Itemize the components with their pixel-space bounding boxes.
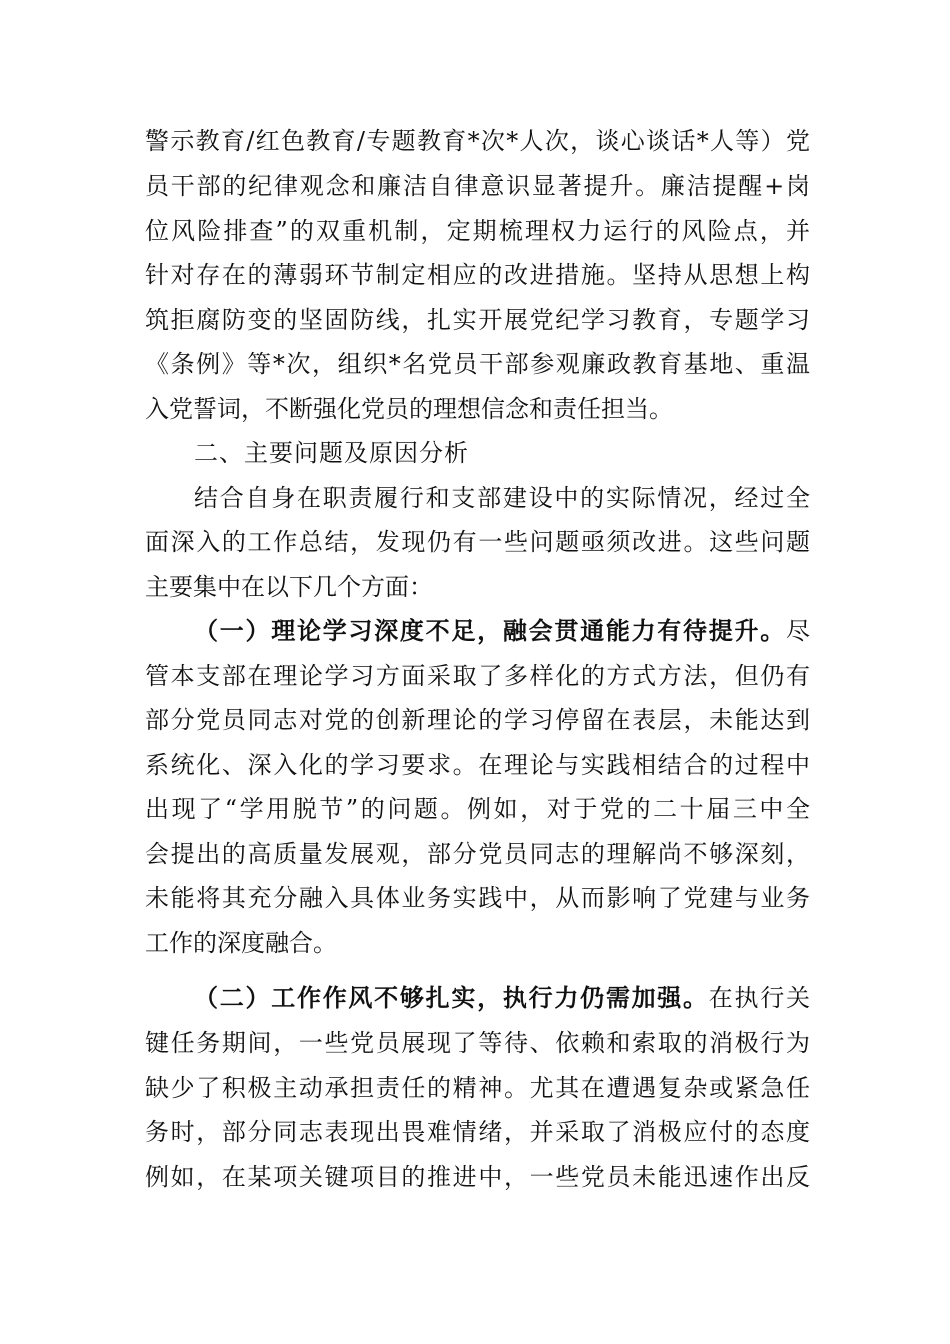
subsection-title: （一）理论学习深度不足，融会贯通能力有待提升。 [194, 616, 786, 645]
subsection-text: 在执行关 [708, 984, 810, 1012]
paragraph-line: 出现了“学用脱节”的问题。例如，对于党的二十届三中全 [145, 795, 810, 823]
paragraph-line: 会提出的高质量发展观，部分党员同志的理解尚不够深刻， [145, 840, 810, 868]
subsection-text: 尽 [786, 617, 810, 645]
paragraph-line: 结合自身在职责履行和支部建设中的实际情况，经过全 [194, 484, 810, 512]
paragraph-line: 未能将其充分融入具体业务实践中，从而影响了党建与业务 [145, 884, 810, 912]
paragraph-line: 键任务期间，一些党员展现了等待、依赖和索取的消极行为 [145, 1029, 810, 1057]
paragraph-line: 入党誓词，不断强化党员的理想信念和责任担当。 [145, 395, 673, 423]
paragraph-line: 主要集中在以下几个方面： [145, 573, 433, 601]
paragraph-line: 管本支部在理论学习方面采取了多样化的方式方法，但仍有 [145, 662, 810, 690]
paragraph-line: 系统化、深入化的学习要求。在理论与实践相结合的过程中 [145, 751, 810, 779]
paragraph-line: 针对存在的薄弱环节制定相应的改进措施。坚持从思想上构 [145, 261, 810, 289]
subsection-title: （二）工作作风不够扎实，执行力仍需加强。 [194, 983, 709, 1012]
paragraph-line: 筑拒腐防变的坚固防线，扎实开展党纪学习教育，专题学习 [145, 306, 810, 334]
paragraph-line: 警示教育/红色教育/专题教育*次*人次，谈心谈话*人等）党 [145, 127, 810, 155]
paragraph-line: 员干部的纪律观念和廉洁自律意识显著提升。廉洁提醒+岗 [145, 172, 810, 200]
paragraph-line: 面深入的工作总结，发现仍有一些问题亟须改进。这些问题 [145, 528, 810, 556]
paragraph-line: 例如，在某项关键项目的推进中，一些党员未能迅速作出反 [145, 1163, 810, 1191]
paragraph-line: 务时，部分同志表现出畏难情绪，并采取了消极应付的态度 [145, 1118, 810, 1146]
paragraph-line: 缺少了积极主动承担责任的精神。尤其在遭遇复杂或紧急任 [145, 1074, 810, 1102]
paragraph-line: 工作的深度融合。 [145, 929, 337, 957]
subsection-first-line [194, 976, 810, 1020]
subsection-first-line [194, 609, 810, 653]
paragraph-line: 部分党员同志对党的创新理论的学习停留在表层，未能达到 [145, 706, 810, 734]
section-heading: 二、主要问题及原因分析 [194, 439, 469, 467]
paragraph-line: 《条例》等*次，组织*名党员干部参观廉政教育基地、重温 [145, 350, 810, 378]
paragraph-line: 位风险排查”的双重机制，定期梳理权力运行的风险点，并 [145, 217, 810, 245]
